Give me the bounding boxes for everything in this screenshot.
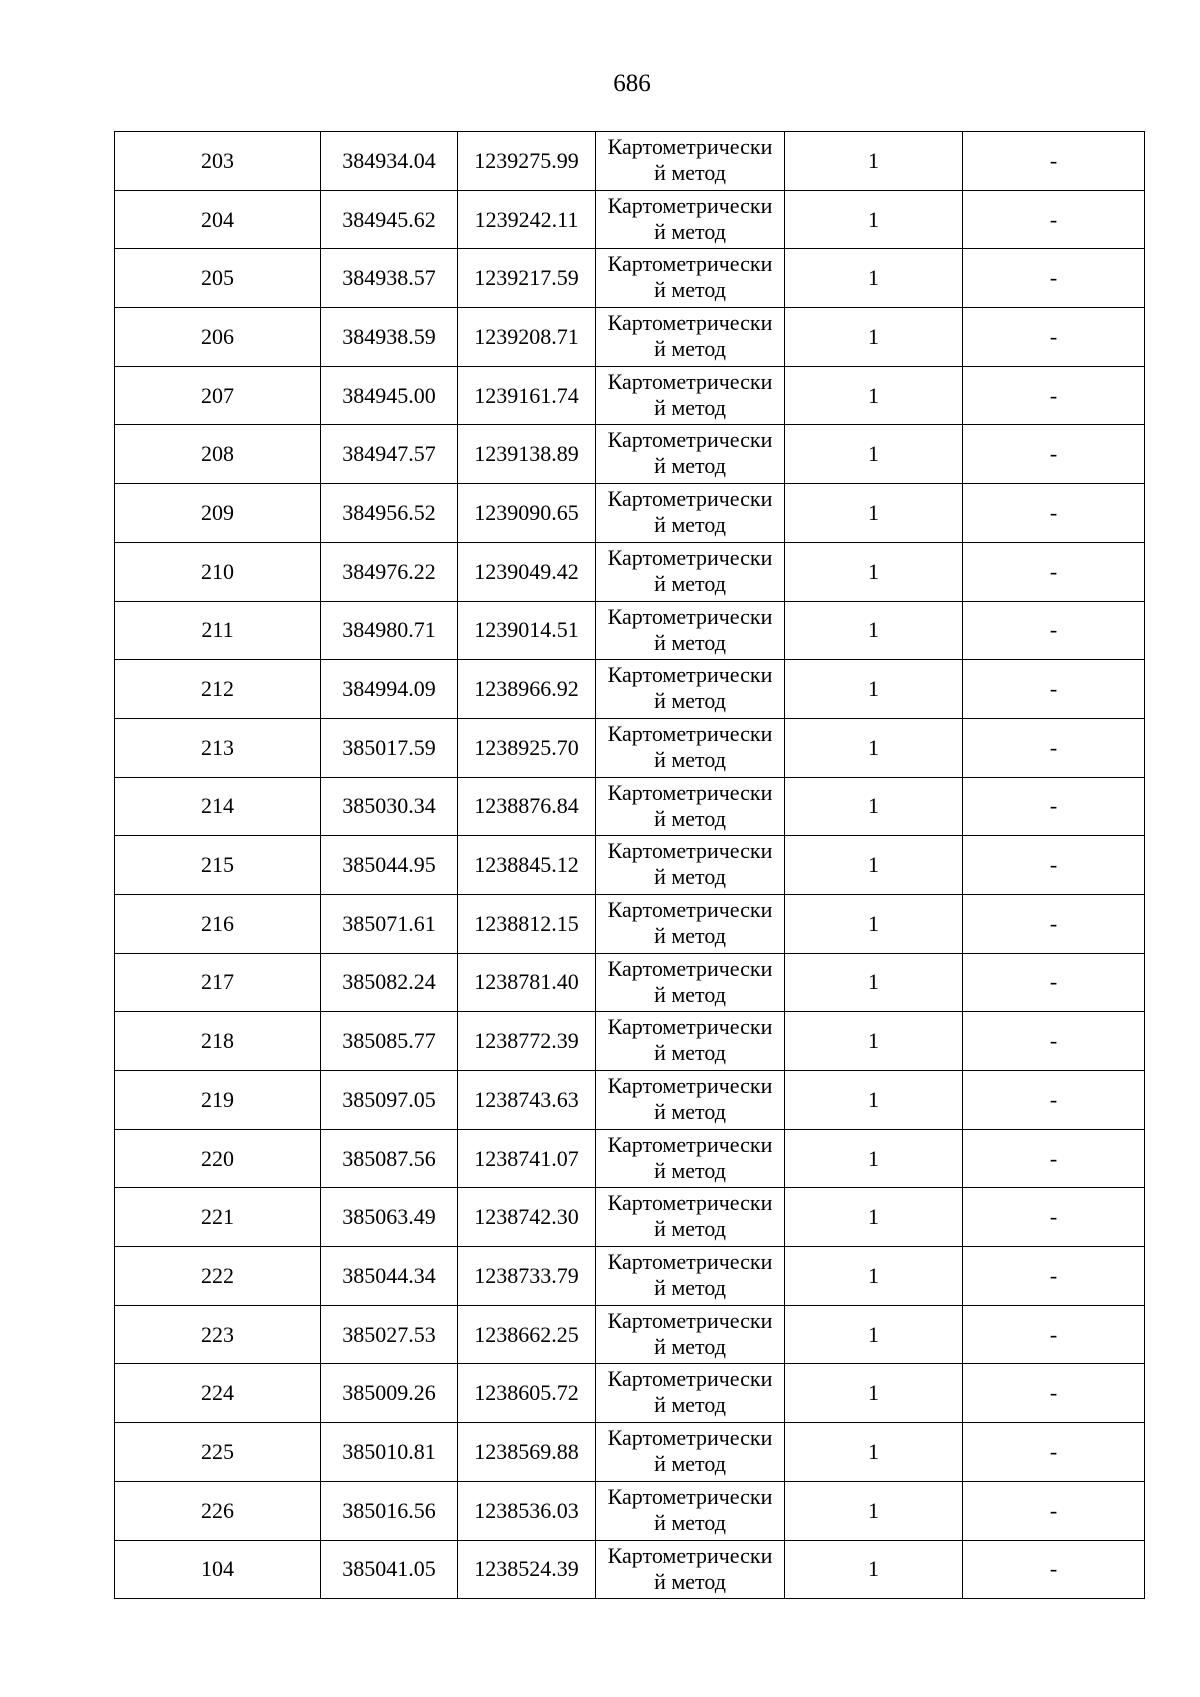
method-text-line1: Картометрически (607, 1425, 773, 1451)
method-cell (596, 249, 785, 308)
y-coordinate-cell: 1238733.79 (458, 1247, 596, 1306)
y-coordinate-cell: 1238845.12 (458, 836, 596, 895)
table-row (115, 132, 1145, 191)
description-cell: - (963, 1129, 1145, 1188)
point-number-cell: 216 (115, 894, 321, 953)
method-text-line2: й метод (654, 1216, 726, 1242)
method-text-line1: Картометрически (607, 1542, 773, 1568)
x-coordinate-cell: 384956.52 (321, 484, 458, 543)
y-coordinate-cell: 1239275.99 (458, 132, 596, 191)
method-cell (596, 1012, 785, 1071)
point-number-cell: 218 (115, 1012, 321, 1071)
method-text-line1: Картометрически (607, 1366, 773, 1392)
point-number-cell: 209 (115, 484, 321, 543)
description-cell: - (963, 836, 1145, 895)
x-coordinate-cell: 385085.77 (321, 1012, 458, 1071)
method-text-line1: Картометрически (607, 310, 773, 336)
description-cell: - (963, 542, 1145, 601)
method-cell (596, 308, 785, 367)
accuracy-cell: 1 (785, 718, 963, 777)
method-text-line1: Картометрически (607, 1073, 773, 1098)
method-text-line1: Картометрически (607, 251, 773, 277)
x-coordinate-cell: 385017.59 (321, 718, 458, 777)
accuracy-cell: 1 (785, 1481, 963, 1540)
description-cell: - (963, 190, 1145, 249)
y-coordinate-cell: 1238569.88 (458, 1423, 596, 1482)
method-cell (596, 718, 785, 777)
point-number-cell: 212 (115, 660, 321, 719)
method-text-line1: Картометрически (607, 368, 773, 394)
method-text-line2: й метод (654, 570, 726, 596)
y-coordinate-cell: 1238743.63 (458, 1071, 596, 1130)
point-number-cell: 220 (115, 1129, 321, 1188)
method-text-line1: Картометрически (607, 603, 773, 629)
point-number-cell: 222 (115, 1247, 321, 1306)
accuracy-cell: 1 (785, 1071, 963, 1130)
method-text-line2: й метод (654, 1392, 726, 1418)
y-coordinate-cell: 1239049.42 (458, 542, 596, 601)
table-row (115, 1012, 1145, 1071)
table-row (115, 1540, 1145, 1599)
method-text-line2: й метод (654, 512, 726, 538)
accuracy-cell: 1 (785, 542, 963, 601)
method-text-line1: Картометрически (607, 1307, 773, 1333)
accuracy-cell: 1 (785, 1364, 963, 1423)
accuracy-cell: 1 (785, 1129, 963, 1188)
x-coordinate-cell: 385087.56 (321, 1129, 458, 1188)
x-coordinate-cell: 384934.04 (321, 132, 458, 191)
method-cell (596, 601, 785, 660)
x-coordinate-cell: 385082.24 (321, 953, 458, 1012)
description-cell: - (963, 1305, 1145, 1364)
method-cell (596, 1305, 785, 1364)
description-cell: - (963, 1012, 1145, 1071)
method-cell (596, 132, 785, 191)
table-row (115, 484, 1145, 543)
method-text-line2: й метод (654, 981, 726, 1007)
table-row (115, 1129, 1145, 1188)
description-cell: - (963, 1423, 1145, 1482)
table-row (115, 894, 1145, 953)
method-text-line2: й метод (654, 1040, 726, 1066)
description-cell: - (963, 894, 1145, 953)
x-coordinate-cell: 384976.22 (321, 542, 458, 601)
method-cell (596, 1481, 785, 1540)
x-coordinate-cell: 384938.57 (321, 249, 458, 308)
point-number-cell: 224 (115, 1364, 321, 1423)
y-coordinate-cell: 1239217.59 (458, 249, 596, 308)
x-coordinate-cell: 385016.56 (321, 1481, 458, 1540)
table-row (115, 1188, 1145, 1247)
y-coordinate-cell: 1238772.39 (458, 1012, 596, 1071)
method-text-line2: й метод (654, 218, 726, 244)
accuracy-cell: 1 (785, 660, 963, 719)
y-coordinate-cell: 1238966.92 (458, 660, 596, 719)
table-body (115, 132, 1145, 1599)
method-text-line1: Картометрически (607, 896, 773, 922)
y-coordinate-cell: 1238925.70 (458, 718, 596, 777)
method-text-line1: Картометрически (607, 720, 773, 746)
table-row (115, 366, 1145, 425)
description-cell: - (963, 601, 1145, 660)
y-coordinate-cell: 1239242.11 (458, 190, 596, 249)
point-number-cell: 205 (115, 249, 321, 308)
method-cell (596, 366, 785, 425)
y-coordinate-cell: 1238876.84 (458, 777, 596, 836)
method-text-line2: й метод (654, 1157, 726, 1183)
point-number-cell: 210 (115, 542, 321, 601)
method-cell (596, 190, 785, 249)
accuracy-cell: 1 (785, 953, 963, 1012)
accuracy-cell: 1 (785, 425, 963, 484)
method-text-line2: й метод (654, 688, 726, 714)
method-cell (596, 1364, 785, 1423)
description-cell: - (963, 249, 1145, 308)
method-cell (596, 894, 785, 953)
point-number-cell: 204 (115, 190, 321, 249)
table-row (115, 1305, 1145, 1364)
method-text-line1: Картометрически (607, 1131, 773, 1157)
y-coordinate-cell: 1238605.72 (458, 1364, 596, 1423)
y-coordinate-cell: 1239090.65 (458, 484, 596, 543)
point-number-cell: 211 (115, 601, 321, 660)
description-cell: - (963, 484, 1145, 543)
table-row (115, 718, 1145, 777)
y-coordinate-cell: 1238662.25 (458, 1305, 596, 1364)
method-text-line2: й метод (654, 1099, 726, 1124)
method-text-line1: Картометрически (607, 1190, 773, 1216)
method-text-line2: й метод (654, 629, 726, 655)
y-coordinate-cell: 1238741.07 (458, 1129, 596, 1188)
method-cell (596, 1423, 785, 1482)
method-text-line2: й метод (654, 1275, 726, 1301)
method-cell (596, 542, 785, 601)
method-text-line2: й метод (654, 922, 726, 948)
method-cell (596, 777, 785, 836)
description-cell: - (963, 660, 1145, 719)
accuracy-cell: 1 (785, 894, 963, 953)
method-cell (596, 1188, 785, 1247)
x-coordinate-cell: 385044.34 (321, 1247, 458, 1306)
x-coordinate-cell: 384945.62 (321, 190, 458, 249)
method-text-line2: й метод (654, 1509, 726, 1535)
table-row (115, 777, 1145, 836)
method-text-line1: Картометрически (607, 955, 773, 981)
accuracy-cell: 1 (785, 1188, 963, 1247)
point-number-cell: 223 (115, 1305, 321, 1364)
y-coordinate-cell: 1238524.39 (458, 1540, 596, 1599)
table-row (115, 1481, 1145, 1540)
point-number-cell: 226 (115, 1481, 321, 1540)
table-row (115, 190, 1145, 249)
point-number-cell: 217 (115, 953, 321, 1012)
table-row (115, 1247, 1145, 1306)
x-coordinate-cell: 385027.53 (321, 1305, 458, 1364)
table-row (115, 601, 1145, 660)
point-number-cell: 221 (115, 1188, 321, 1247)
method-text-line1: Картометрически (607, 1014, 773, 1040)
accuracy-cell: 1 (785, 132, 963, 191)
method-cell (596, 953, 785, 1012)
accuracy-cell: 1 (785, 1540, 963, 1599)
x-coordinate-cell: 385097.05 (321, 1071, 458, 1130)
y-coordinate-cell: 1238742.30 (458, 1188, 596, 1247)
accuracy-cell: 1 (785, 484, 963, 543)
method-text-line1: Картометрически (607, 427, 773, 453)
method-text-line1: Картометрически (607, 1249, 773, 1275)
page-number: 686 (613, 70, 651, 97)
x-coordinate-cell: 384945.00 (321, 366, 458, 425)
point-number-cell: 208 (115, 425, 321, 484)
method-text-line2: й метод (654, 1333, 726, 1359)
description-cell: - (963, 1247, 1145, 1306)
method-text-line2: й метод (654, 160, 726, 185)
table-row (115, 953, 1145, 1012)
point-number-cell: 214 (115, 777, 321, 836)
method-cell (596, 660, 785, 719)
method-cell (596, 1129, 785, 1188)
accuracy-cell: 1 (785, 308, 963, 367)
x-coordinate-cell: 385041.05 (321, 1540, 458, 1599)
x-coordinate-cell: 384938.59 (321, 308, 458, 367)
table-row (115, 249, 1145, 308)
x-coordinate-cell: 385071.61 (321, 894, 458, 953)
y-coordinate-cell: 1239014.51 (458, 601, 596, 660)
accuracy-cell: 1 (785, 601, 963, 660)
y-coordinate-cell: 1239208.71 (458, 308, 596, 367)
y-coordinate-cell: 1238812.15 (458, 894, 596, 953)
table-row (115, 542, 1145, 601)
method-text-line2: й метод (654, 746, 726, 772)
accuracy-cell: 1 (785, 1423, 963, 1482)
method-text-line2: й метод (654, 453, 726, 479)
description-cell: - (963, 425, 1145, 484)
method-cell (596, 1071, 785, 1130)
x-coordinate-cell: 385063.49 (321, 1188, 458, 1247)
method-text-line2: й метод (654, 805, 726, 831)
method-text-line1: Картометрически (607, 838, 773, 864)
method-text-line1: Картометрически (607, 192, 773, 218)
accuracy-cell: 1 (785, 1247, 963, 1306)
point-number-cell: 207 (115, 366, 321, 425)
method-cell (596, 836, 785, 895)
description-cell: - (963, 1540, 1145, 1599)
method-text-line1: Картометрически (607, 662, 773, 688)
point-number-cell: 104 (115, 1540, 321, 1599)
accuracy-cell: 1 (785, 1305, 963, 1364)
description-cell: - (963, 1364, 1145, 1423)
method-text-line1: Картометрически (607, 486, 773, 512)
table-row (115, 1364, 1145, 1423)
x-coordinate-cell: 384980.71 (321, 601, 458, 660)
point-number-cell: 206 (115, 308, 321, 367)
x-coordinate-cell: 385030.34 (321, 777, 458, 836)
accuracy-cell: 1 (785, 777, 963, 836)
point-number-cell: 225 (115, 1423, 321, 1482)
table-row (115, 425, 1145, 484)
method-text-line2: й метод (654, 336, 726, 362)
method-text-line2: й метод (654, 1451, 726, 1477)
coordinates-table (114, 131, 1145, 1599)
x-coordinate-cell: 384947.57 (321, 425, 458, 484)
method-text-line1: Картометрически (607, 544, 773, 570)
method-cell (596, 1540, 785, 1599)
accuracy-cell: 1 (785, 190, 963, 249)
description-cell: - (963, 953, 1145, 1012)
accuracy-cell: 1 (785, 249, 963, 308)
method-text-line2: й метод (654, 864, 726, 890)
table-row (115, 308, 1145, 367)
accuracy-cell: 1 (785, 366, 963, 425)
y-coordinate-cell: 1239138.89 (458, 425, 596, 484)
description-cell: - (963, 366, 1145, 425)
y-coordinate-cell: 1238781.40 (458, 953, 596, 1012)
method-text-line2: й метод (654, 394, 726, 420)
y-coordinate-cell: 1238536.03 (458, 1481, 596, 1540)
y-coordinate-cell: 1239161.74 (458, 366, 596, 425)
method-cell (596, 484, 785, 543)
method-text-line2: й метод (654, 1568, 726, 1594)
method-text-line1: Картометрически (607, 779, 773, 805)
accuracy-cell: 1 (785, 1012, 963, 1071)
description-cell: - (963, 777, 1145, 836)
method-text-line1: Картометрически (607, 1483, 773, 1509)
x-coordinate-cell: 384994.09 (321, 660, 458, 719)
description-cell: - (963, 1071, 1145, 1130)
description-cell: - (963, 718, 1145, 777)
method-text-line1: Картометрически (607, 134, 773, 159)
point-number-cell: 215 (115, 836, 321, 895)
description-cell: - (963, 308, 1145, 367)
method-text-line2: й метод (654, 277, 726, 303)
accuracy-cell: 1 (785, 836, 963, 895)
description-cell: - (963, 132, 1145, 191)
description-cell: - (963, 1188, 1145, 1247)
table-row (115, 660, 1145, 719)
point-number-cell: 203 (115, 132, 321, 191)
method-cell (596, 1247, 785, 1306)
description-cell: - (963, 1481, 1145, 1540)
point-number-cell: 213 (115, 718, 321, 777)
table-row (115, 1071, 1145, 1130)
table-row (115, 836, 1145, 895)
point-number-cell: 219 (115, 1071, 321, 1130)
method-cell (596, 425, 785, 484)
x-coordinate-cell: 385044.95 (321, 836, 458, 895)
x-coordinate-cell: 385010.81 (321, 1423, 458, 1482)
x-coordinate-cell: 385009.26 (321, 1364, 458, 1423)
table-row (115, 1423, 1145, 1482)
